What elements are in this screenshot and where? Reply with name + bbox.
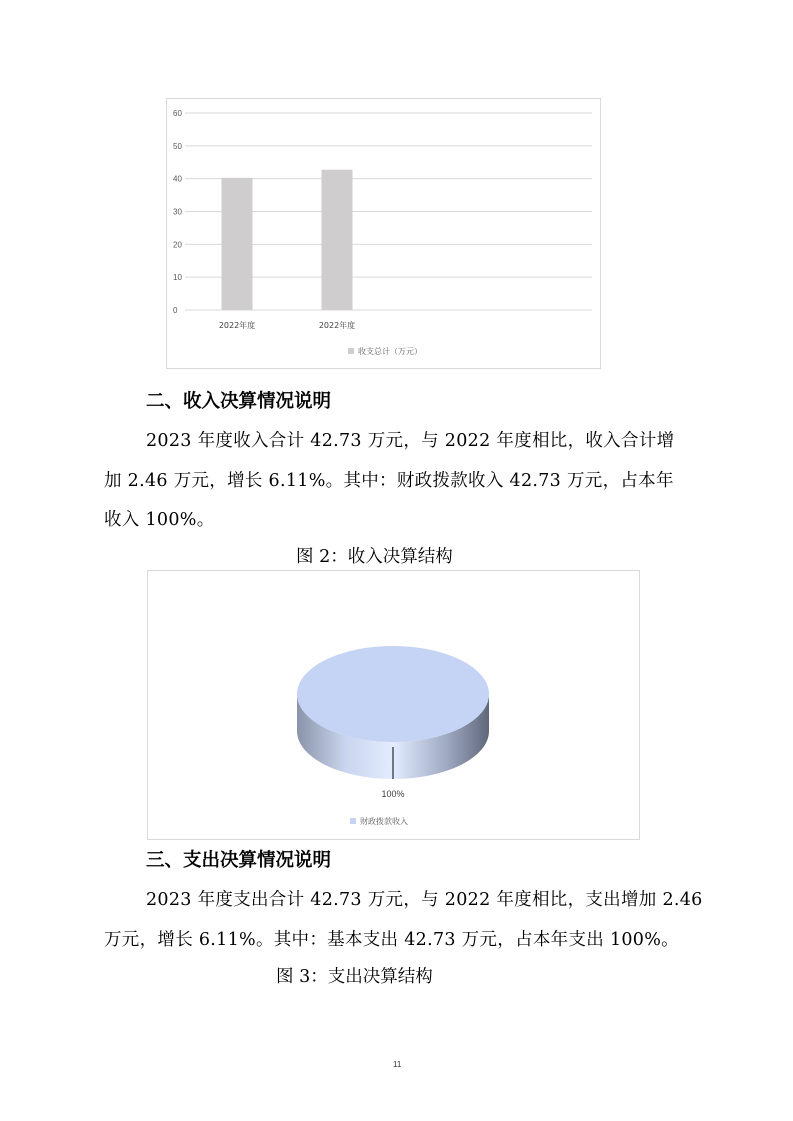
bar-chart-legend [348,346,422,357]
pie-chart-legend [350,816,408,827]
income-paragraph-line-1: 2023 年度收入合计 42.73 万元，与 2022 年度相比，收入合计增 [146,431,675,451]
legend-swatch [350,818,356,824]
y-tick-label: 60 [173,109,182,118]
y-tick-label: 50 [173,141,182,151]
y-tick-label: 30 [173,207,182,217]
expenditure-paragraph-line-1: 2023 年度支出合计 42.73 万元，与 2022 年度相比，支出增加 2.46 [146,890,703,910]
legend-label: 财政拨款收入 [360,817,408,826]
bar [322,170,353,310]
y-tick-label: 10 [173,273,182,283]
figure-caption-expenditure: 图 3：支出决算结构 [276,967,433,987]
pie-chart [148,571,639,839]
legend-swatch [348,348,354,354]
x-tick-label: 2022年度 [218,321,256,330]
pie-chart-container [147,570,640,840]
income-paragraph-line-3: 收入 100%。 [104,510,215,530]
section-heading-expenditure: 三、支出决算情况说明 [146,850,332,871]
y-tick-label: 20 [173,240,182,250]
pie-slice-top [297,646,489,742]
expenditure-paragraph-line-2: 万元，增长 6.11%。其中：基本支出 42.73 万元，占本年支出 100%。 [104,930,679,950]
page-number: 11 [393,1060,402,1069]
bar-chart-container [166,98,601,369]
bar-chart [167,99,600,368]
y-tick-label: 0 [173,306,178,315]
bar [222,178,253,310]
income-paragraph-line-2: 加 2.46 万元，增长 6.11%。其中：财政拨款收入 42.73 万元，占本年 [104,471,674,491]
section-heading-income: 二、收入决算情况说明 [146,391,332,412]
legend-label: 收支总计（万元） [358,347,422,356]
y-tick-label: 40 [173,174,182,184]
figure-caption-income: 图 2：收入决算结构 [296,547,453,567]
x-tick-label: 2022年度 [318,321,356,330]
pie-data-label: 100% [381,789,405,799]
